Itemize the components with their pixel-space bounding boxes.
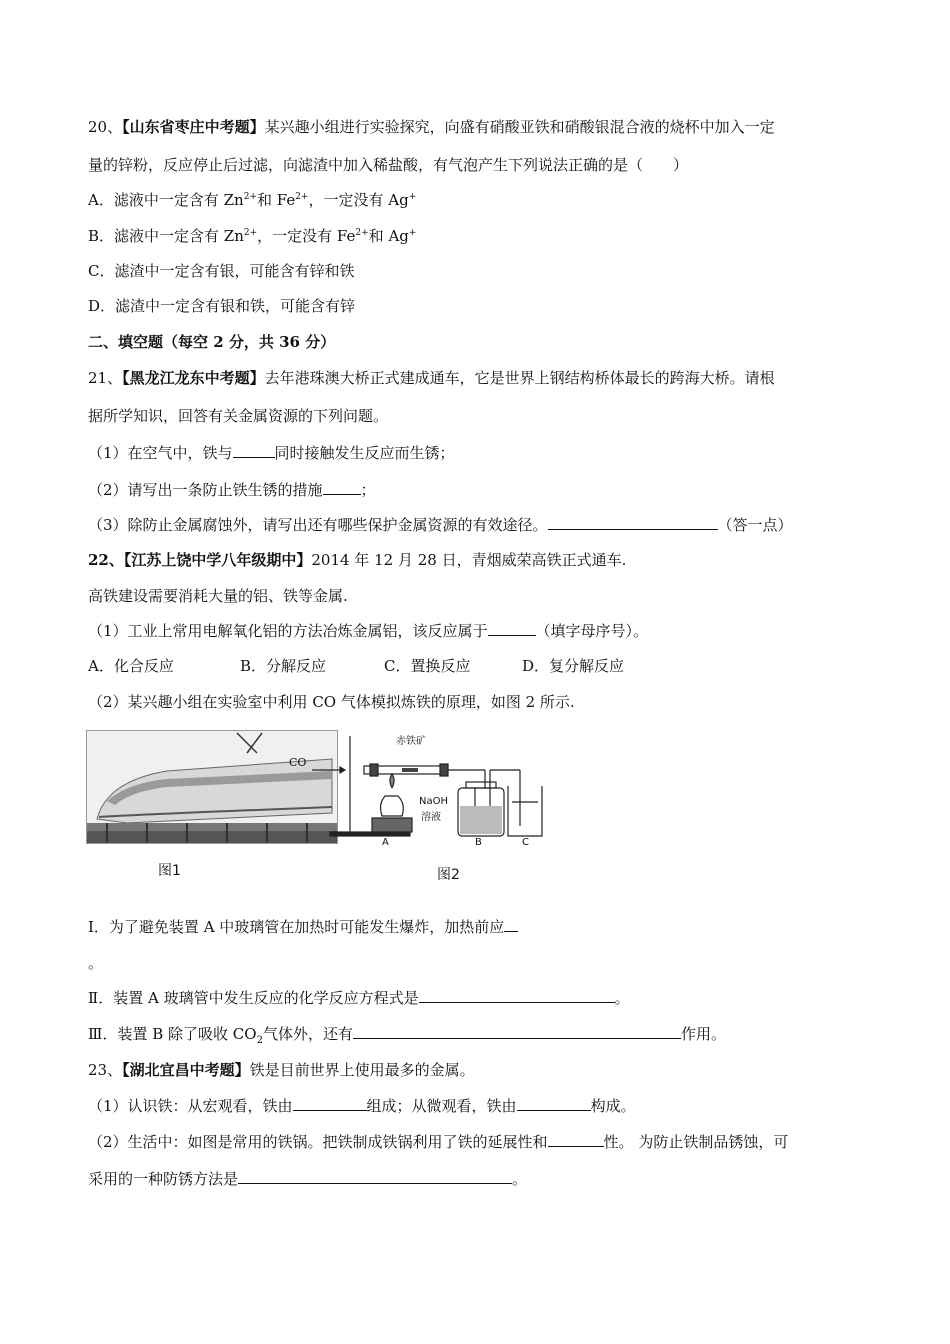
answer-blank[interactable]: [548, 515, 718, 530]
q21-part2: （2）请写出一条防止铁生锈的措施 ；: [88, 481, 376, 499]
answer-blank[interactable]: [517, 1096, 591, 1111]
q22-sub-ii: Ⅱ．装置 A 玻璃管中发生反应的化学反应方程式是 。: [88, 989, 630, 1007]
q22-sub-i: Ⅰ．为了避免装置 A 中玻璃管在加热时可能发生爆炸，加热前应: [88, 917, 518, 937]
q22-option-b: B．分解反应: [240, 657, 327, 675]
ore-label: 赤铁矿: [396, 736, 426, 747]
q22-sub-i-end: 。: [88, 954, 104, 972]
q22-option-d: D．复分解反应: [522, 657, 625, 675]
answer-blank[interactable]: [353, 1024, 681, 1039]
q21-part1: （1）在空气中，铁与 同时接触发生反应而生锈；: [88, 444, 455, 462]
answer-blank[interactable]: [238, 1169, 512, 1184]
solution-label: 溶液: [421, 812, 441, 823]
answer-blank[interactable]: [293, 1096, 367, 1111]
q20-option-d: D．滤渣中一定含有银和铁，可能含有锌: [88, 297, 356, 315]
q21-stem-line1: 21、【黑龙江龙东中考题】去年港珠澳大桥正式建成通车，它是世界上钢结构桥体最长的跨海大桥。请根: [88, 369, 775, 387]
answer-blank[interactable]: [488, 621, 536, 636]
q23-part2: （2）生活中：如图是常用的铁锅。把铁制成铁锅利用了铁的延展性和 性。 为防止铁制品锈蚀，可: [88, 1133, 789, 1151]
apparatus-c-label: C: [522, 837, 529, 848]
answer-blank[interactable]: [548, 1132, 604, 1147]
q23-part3: 采用的一种防锈方法是 。: [88, 1170, 528, 1188]
q23-source: 【湖北宜昌中考题】: [122, 1061, 250, 1079]
naoh-label: NaOH: [419, 796, 448, 807]
q23-part1: （1）认识铁：从宏观看，铁由 组成；从微观看，铁由 构成。: [88, 1097, 636, 1115]
answer-blank[interactable]: [323, 480, 361, 495]
answer-blank[interactable]: [233, 443, 275, 458]
figure-1-caption: 图1: [158, 863, 181, 879]
apparatus-b-label: B: [475, 837, 482, 848]
answer-blank[interactable]: [504, 917, 518, 932]
section-heading: 二、填空题（每空 2 分，共 36 分）: [88, 333, 336, 351]
q20-stem-line2: 量的锌粉，反应停止后过滤，向滤渣中加入稀盐酸，有气泡产生下列说法正确的是（ ）: [88, 156, 689, 174]
q22-source: 【江苏上饶中学八年级期中】: [123, 551, 312, 569]
q22-stem-line1: 22、【江苏上饶中学八年级期中】2014 年 12 月 28 日，青烟威荣高铁正式通车.: [88, 551, 627, 569]
q20-stem-line1: 20、【山东省枣庄中考题】某兴趣小组进行实验探究，向盛有硝酸亚铁和硝酸银混合液的烧杯中加入一定: [88, 118, 775, 136]
q20-source: 【山东省枣庄中考题】: [122, 118, 265, 136]
q20-option-a: A．滤液中一定含有 $Zn^{2+}$和 $Fe^{2+}$，一定没有 Ag+: [88, 191, 417, 209]
q20-option-b: B．滤液中一定含有 $Zn^{2+}$，一定没有 $Fe^{2+}$和 Ag+: [88, 227, 417, 245]
q22-part1: （1）工业上常用电解氧化铝的方法冶炼金属铝，该反应属于 （填字母序号）。: [88, 622, 649, 640]
q22-sub-iii: Ⅲ．装置 B 除了吸收 $CO_2$气体外，还有 作用。: [88, 1025, 726, 1046]
co-label: CO: [289, 756, 307, 769]
q22-stem-line2: 高铁建设需要消耗大量的铝、铁等金属.: [88, 587, 348, 605]
q20-option-c: C．滤渣中一定含有银，可能含有锌和铁: [88, 262, 355, 280]
q22-option-a: A．化合反应: [88, 657, 174, 675]
q23-stem: 23、【湖北宜昌中考题】铁是目前世界上使用最多的金属。: [88, 1061, 475, 1079]
apparatus-a-label: A: [382, 837, 389, 848]
figure-2-caption: 图2: [437, 867, 460, 883]
figure-2-apparatus: [290, 726, 560, 851]
q22-options: [88, 656, 624, 676]
q21-source: 【黑龙江龙东中考题】: [122, 369, 265, 387]
q22-option-c: C．置换反应: [384, 657, 471, 675]
q21-part3: （3）除防止金属腐蚀外，请写出还有哪些保护金属资源的有效途径。 （答一点）: [88, 516, 793, 534]
answer-blank[interactable]: [419, 988, 615, 1003]
q22-part2: （2）某兴趣小组在实验室中利用 CO 气体模拟炼铁的原理，如图 2 所示.: [88, 693, 575, 711]
q21-stem-line2: 据所学知识，回答有关金属资源的下列问题。: [88, 407, 389, 425]
